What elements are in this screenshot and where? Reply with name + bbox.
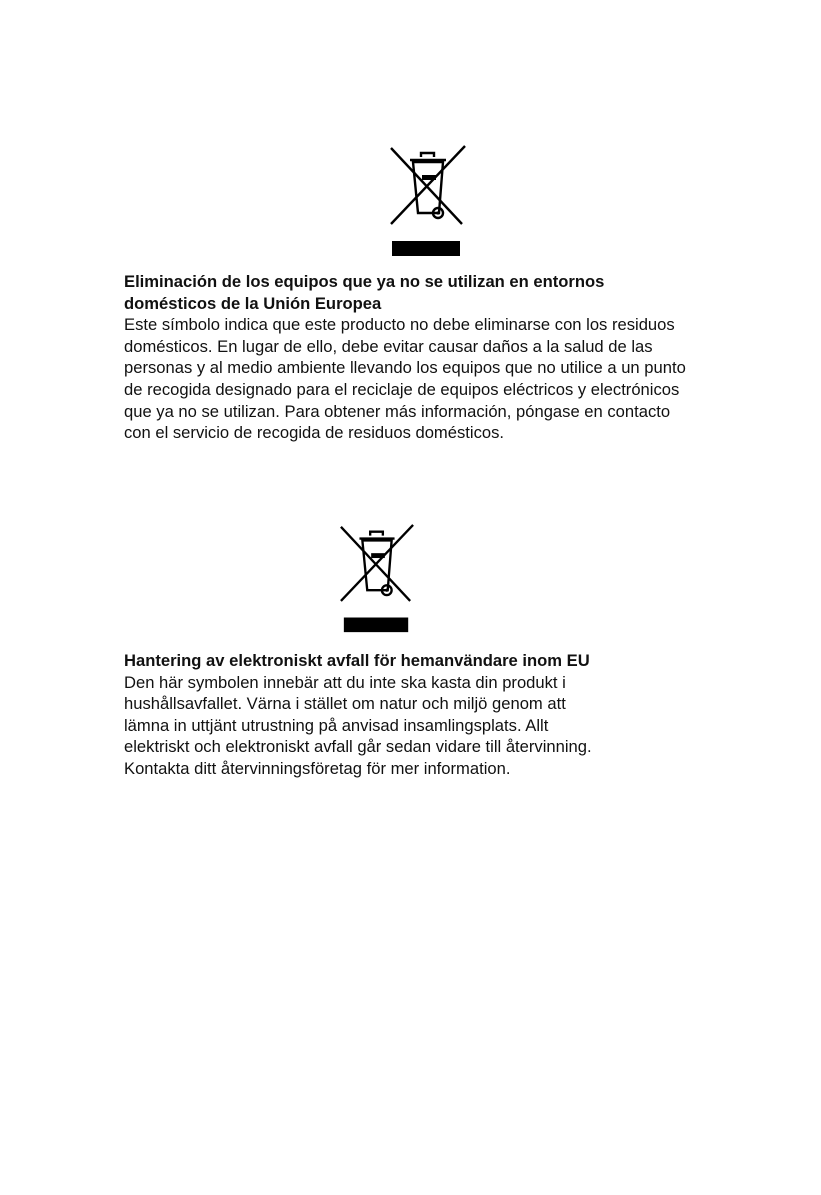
weee-bin-icon	[388, 144, 468, 259]
notice-heading-es: Eliminación de los equipos que ya no se utilizan en entornos domésticos de la Unión Europea	[124, 272, 605, 313]
weee-notice-es	[124, 271, 764, 444]
notice-body-sv: Den här symbolen innebär att du inte ska kasta din produkt i hushållsavfallet. Värna i stället om natur och miljö genom att lämna in uttjänt utrustning på anvisad insamlingsplats. Allt elektriskt och elektroniskt avfall går sedan vidare till återvinning. Kontakta ditt återvinningsföretag för mer information.	[124, 672, 592, 778]
notice-body-es: Este símbolo indica que este producto no debe eliminarse con los residuos domésticos. En lugar de ello, debe evitar causar daños a la salud de las personas y al medio ambiente llevando los equipos que no utilice a un punto de recogida designado para el reciclaje de equipos eléctricos y electrónicos que ya no se utilizan. Para obtener más información, póngase en contacto con el servicio de recogida de residuos domésticos.	[124, 315, 686, 443]
weee-bin-icon	[338, 521, 416, 637]
weee-notice-sv	[124, 650, 664, 780]
notice-heading-sv: Hantering av elektroniskt avfall för hemanvändare inom EU	[124, 651, 590, 670]
